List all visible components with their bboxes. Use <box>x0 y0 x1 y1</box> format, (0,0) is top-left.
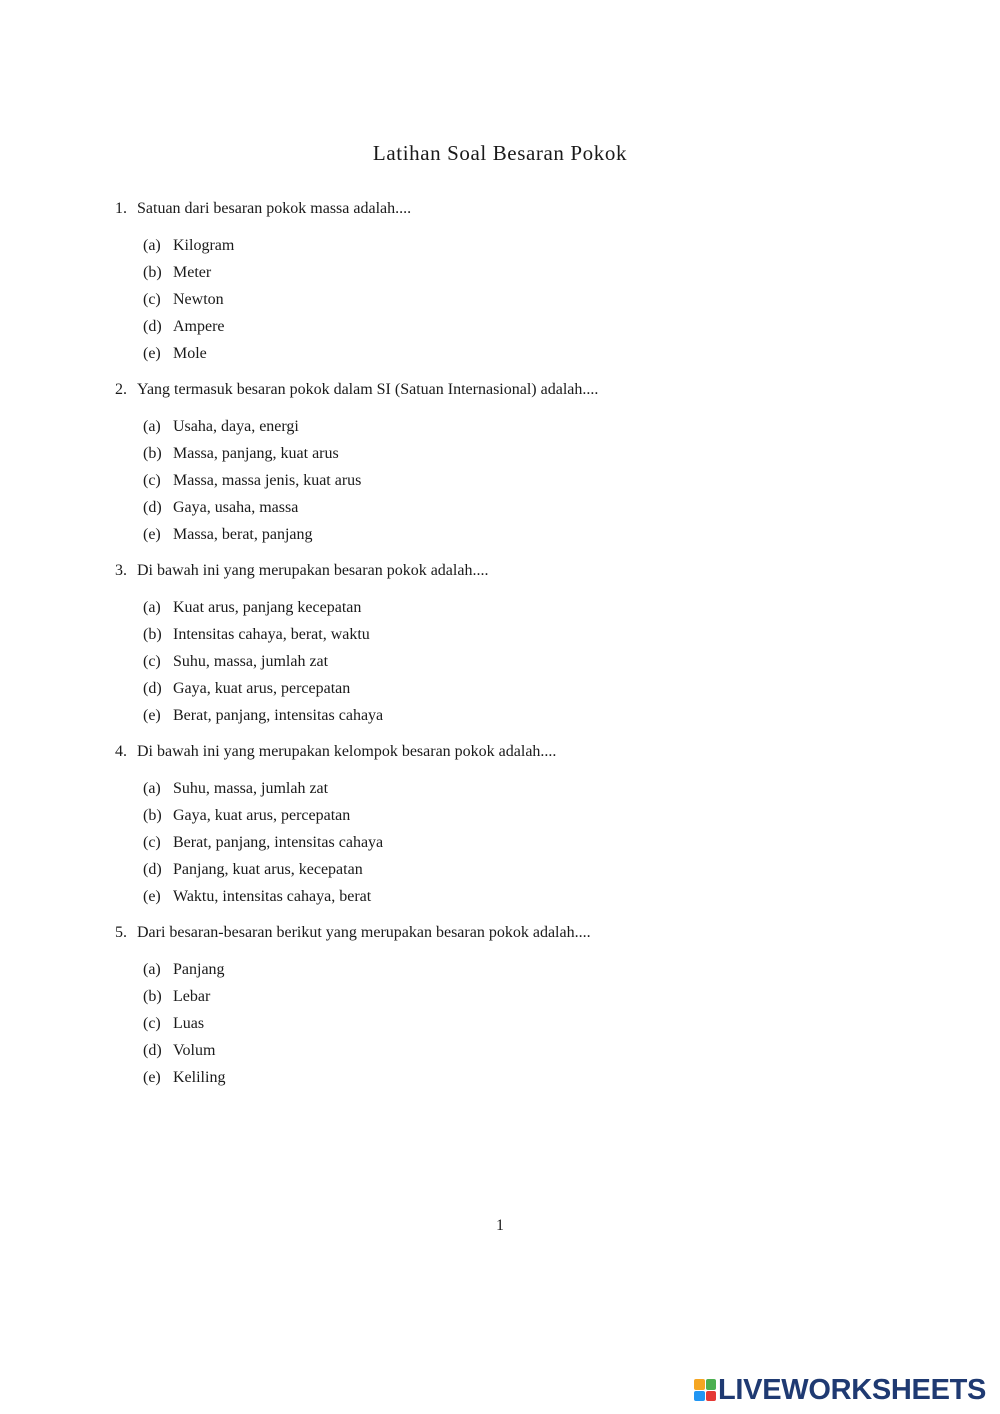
option-letter: (e) <box>143 1069 161 1086</box>
question-prompt: Di bawah ini yang merupakan besaran pokok adalah.... <box>137 562 489 579</box>
option-e <box>143 705 915 732</box>
question-5 <box>115 922 915 1103</box>
option-d <box>143 316 915 343</box>
question-prompt: Satuan dari besaran pokok massa adalah.... <box>137 200 412 217</box>
question-prompt: Yang termasuk besaran pokok dalam SI (Satuan Internasional) adalah.... <box>137 381 599 398</box>
option-text: Massa, berat, panjang <box>173 526 313 543</box>
option-letter: (e) <box>143 888 161 905</box>
option-letter: (b) <box>143 807 162 824</box>
option-a <box>143 778 915 805</box>
logo-square-3 <box>694 1391 705 1402</box>
option-text: Usaha, daya, energi <box>173 418 299 435</box>
option-b <box>143 986 915 1013</box>
option-a <box>143 959 915 986</box>
option-letter: (b) <box>143 445 162 462</box>
option-letter: (b) <box>143 264 162 281</box>
option-text: Panjang, kuat arus, kecepatan <box>173 861 363 878</box>
option-c <box>143 289 915 316</box>
option-text: Panjang <box>173 961 225 978</box>
question-number: 3. <box>115 562 127 579</box>
option-letter: (a) <box>143 599 161 616</box>
logo-square-1 <box>694 1379 705 1390</box>
question-text <box>115 198 915 220</box>
option-letter: (d) <box>143 499 162 516</box>
question-text <box>115 741 915 763</box>
question-text <box>115 560 915 582</box>
option-letter: (c) <box>143 291 161 308</box>
option-list <box>115 597 915 732</box>
option-text: Keliling <box>173 1069 226 1086</box>
question-number: 4. <box>115 743 127 760</box>
liveworksheets-brand[interactable] <box>694 1376 986 1404</box>
option-d <box>143 678 915 705</box>
option-letter: (d) <box>143 680 162 697</box>
question-text <box>115 379 915 401</box>
option-d <box>143 497 915 524</box>
option-text: Berat, panjang, intensitas cahaya <box>173 834 384 851</box>
option-list <box>115 235 915 370</box>
option-list <box>115 959 915 1094</box>
option-text: Intensitas cahaya, berat, waktu <box>173 626 370 643</box>
option-text: Gaya, kuat arus, percepatan <box>173 807 351 824</box>
option-letter: (c) <box>143 834 161 851</box>
option-letter: (e) <box>143 707 161 724</box>
question-number: 5. <box>115 924 127 941</box>
option-text: Gaya, usaha, massa <box>173 499 299 516</box>
question-number: 2. <box>115 381 127 398</box>
option-text: Mole <box>173 345 207 362</box>
option-letter: (c) <box>143 1015 161 1032</box>
option-c <box>143 1013 915 1040</box>
option-letter: (a) <box>143 418 161 435</box>
option-text: Gaya, kuat arus, percepatan <box>173 680 351 697</box>
logo-square-4 <box>706 1391 717 1402</box>
option-c <box>143 470 915 497</box>
option-e <box>143 343 915 370</box>
page-number: 1 <box>496 1217 504 1234</box>
option-a <box>143 597 915 624</box>
option-letter: (b) <box>143 626 162 643</box>
option-letter: (d) <box>143 1042 162 1059</box>
option-d <box>143 1040 915 1067</box>
option-list <box>115 778 915 913</box>
option-e <box>143 886 915 913</box>
option-b <box>143 443 915 470</box>
option-letter: (d) <box>143 861 162 878</box>
option-letter: (b) <box>143 988 162 1005</box>
question-prompt: Dari besaran-besaran berikut yang merupakan besaran pokok adalah.... <box>137 924 591 941</box>
option-c <box>143 832 915 859</box>
question-number: 1. <box>115 200 127 217</box>
option-text: Suhu, massa, jumlah zat <box>173 780 329 797</box>
option-letter: (c) <box>143 472 161 489</box>
question-list <box>115 198 915 1103</box>
page-title: Latihan Soal Besaran Pokok <box>372 141 628 165</box>
option-letter: (a) <box>143 961 161 978</box>
option-list <box>115 416 915 551</box>
option-text: Volum <box>173 1042 216 1059</box>
option-text: Kuat arus, panjang kecepatan <box>173 599 362 616</box>
option-text: Massa, massa jenis, kuat arus <box>173 472 362 489</box>
option-d <box>143 859 915 886</box>
option-text: Luas <box>173 1015 205 1032</box>
liveworksheets-logo-icon <box>694 1379 716 1401</box>
option-c <box>143 651 915 678</box>
option-text: Berat, panjang, intensitas cahaya <box>173 707 384 724</box>
option-b <box>143 262 915 289</box>
option-letter: (a) <box>143 780 161 797</box>
option-b <box>143 805 915 832</box>
option-text: Newton <box>173 291 224 308</box>
question-4 <box>115 741 915 922</box>
question-prompt: Di bawah ini yang merupakan kelompok besaran pokok adalah.... <box>137 743 557 760</box>
question-3 <box>115 560 915 741</box>
option-text: Suhu, massa, jumlah zat <box>173 653 329 670</box>
option-text: Massa, panjang, kuat arus <box>173 445 339 462</box>
option-letter: (d) <box>143 318 162 335</box>
question-text <box>115 922 915 944</box>
option-text: Waktu, intensitas cahaya, berat <box>173 888 372 905</box>
option-letter: (a) <box>143 237 161 254</box>
option-e <box>143 524 915 551</box>
question-1 <box>115 198 915 379</box>
option-e <box>143 1067 915 1094</box>
option-text: Lebar <box>173 988 211 1005</box>
option-letter: (c) <box>143 653 161 670</box>
option-a <box>143 235 915 262</box>
option-text: Kilogram <box>173 237 235 254</box>
option-letter: (e) <box>143 526 161 543</box>
option-a <box>143 416 915 443</box>
option-letter: (e) <box>143 345 161 362</box>
question-2 <box>115 379 915 560</box>
option-b <box>143 624 915 651</box>
brand-wordmark: LIVEWORKSHEETS <box>718 1374 987 1406</box>
option-text: Meter <box>173 264 212 281</box>
option-text: Ampere <box>173 318 225 335</box>
logo-square-2 <box>706 1379 717 1390</box>
